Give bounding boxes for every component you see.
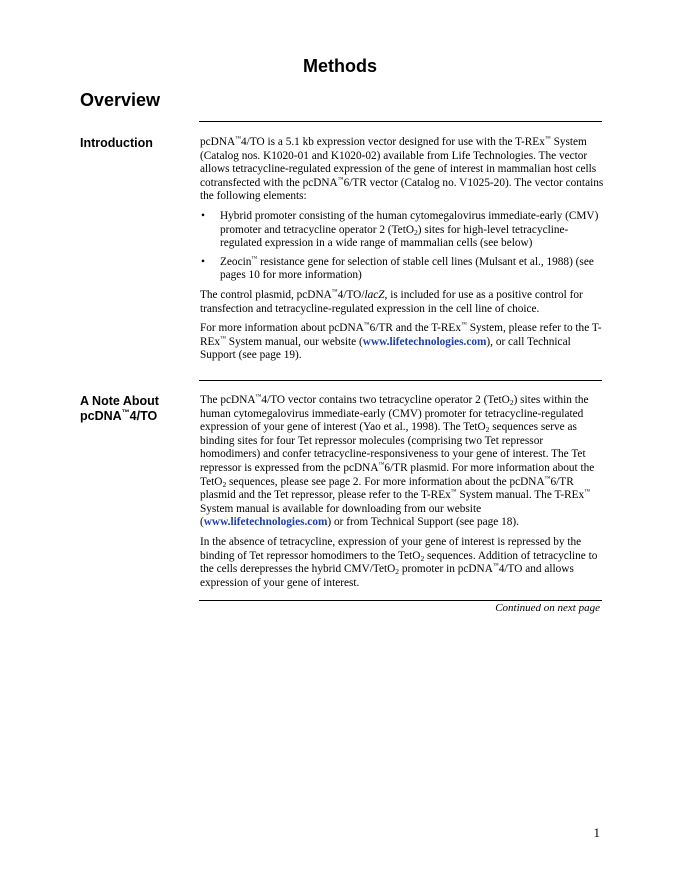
trademark-mark: ™ [584, 489, 591, 496]
elements-list [200, 210, 605, 283]
subscript: 2 [509, 398, 514, 407]
text-run: 6/TR vector (Catalog no. V1025-20). The vector contains the following elements: [200, 176, 604, 203]
text-run: The control plasmid, pcDNA [200, 288, 332, 301]
section-rule-middle [199, 380, 602, 381]
note-label [80, 394, 190, 424]
text-run: sequences, please see page 2. For more information about the pcDNA [226, 475, 545, 488]
text-run: ) or from Technical Support (see page 18). [327, 516, 520, 529]
introduction-paragraph-2 [200, 289, 605, 316]
trademark-mark: ™ [378, 461, 385, 468]
note-label-line-1: A Note About [80, 394, 159, 408]
list-item [200, 256, 605, 283]
text-run: 4/TO [129, 409, 158, 423]
trademark-mark: ™ [220, 335, 226, 342]
trademark-mark: ™ [460, 322, 467, 329]
subscript: 2 [420, 553, 425, 563]
trademark-mark: ™ [492, 563, 499, 570]
note-paragraph-1 [200, 394, 605, 530]
text-run: System manual is available for downloading from our website ( [200, 502, 482, 529]
trademark-mark: ™ [337, 176, 344, 183]
trademark-mark: ™ [544, 136, 551, 142]
trademark-mark: ™ [235, 136, 242, 142]
website-link[interactable]: www.lifetechnologies.com [362, 335, 487, 348]
page-number: 1 [593, 825, 600, 840]
continued-on-next-page: Continued on next page [495, 602, 600, 614]
text-run: 4/TO is a 5.1 kb expression vector designed for use with the T-REx [241, 136, 545, 148]
text-run: Hybrid promoter consisting of the human cytomegalovirus immediate-early (CMV) promoter and tetracycline operator 2 (TetO [220, 209, 599, 236]
subscript: 2 [485, 425, 490, 435]
trademark-mark: ™ [363, 322, 370, 329]
trademark-mark: ™ [450, 489, 457, 496]
subscript: 2 [395, 567, 400, 577]
text-run: 6/TR plasmid and the Tet repressor, please refer to the T-REx [200, 475, 574, 502]
list-item [200, 210, 605, 251]
text-run: sequences. Addition of tetracycline to the cells derepresses the hybrid CMV/TetO [200, 549, 598, 576]
section-title: Overview [80, 90, 161, 110]
text-run: pcDNA [80, 409, 122, 423]
trademark-mark: ™ [331, 288, 338, 295]
text-run: Zeocin [220, 255, 252, 268]
text-run: 4/TO and allows expression of your gene of interest. [200, 563, 574, 589]
text-run: 6/TR plasmid. For more information about the TetO [200, 461, 595, 488]
introduction-paragraph-3 [200, 322, 605, 363]
note-label-line-2 [80, 409, 190, 424]
subscript: 2 [414, 227, 418, 237]
text-run: 4/TO vector contains two tetracycline operator 2 (TetO [261, 394, 510, 406]
introduction-paragraph-1 [200, 136, 605, 204]
text-run: ) sites within the human cytomegalovirus immediate-early (CMV) promoter for tetracycline-regulated expression of your gene of interest (Yao et al., 1998). The TetO [200, 394, 589, 434]
trademark-mark: ™ [251, 255, 258, 262]
note-paragraph-2 [200, 536, 605, 590]
introduction-label: Introduction [80, 136, 153, 150]
introduction-body [200, 136, 605, 369]
text-run: 4/TO/ [337, 288, 365, 301]
trademark-mark: ™ [255, 394, 262, 400]
text-run: For more information about pcDNA [200, 322, 364, 335]
text-run: promoter in pcDNA [399, 563, 493, 576]
italic-text: lacZ [364, 288, 385, 301]
text-run: System manual, our website ( [225, 335, 363, 348]
text-run: resistance gene for selection of stable cell lines (Mulsant et al., 1988) (see pages 10 for more information) [220, 255, 594, 282]
text-run: , is included for use as a positive control for transfection and tetracycline-regulated expression in the cell line of choice. [200, 288, 583, 315]
note-body [200, 394, 605, 596]
text-run: pcDNA [200, 136, 236, 148]
text-run: sequences serve as binding sites for four Tet repressor molecules (comprising two Tet repressor homodimers) and confer tetracycline-responsiveness to your gene of interest. The Tet repressor is expressed from the pcDNA [200, 421, 586, 474]
trademark-mark: ™ [544, 475, 551, 482]
subscript: 2 [222, 479, 227, 489]
text-run: System, please refer to the T-REx [200, 322, 602, 348]
section-rule-top [199, 121, 602, 122]
text-run: 6/TR and the T-REx [369, 322, 461, 335]
text-run: ) sites for high-level tetracycline-regulated expression in a wide range of mammalian cells (see below) [220, 223, 569, 250]
trademark-mark: ™ [121, 408, 130, 417]
text-run: ), or call Technical Support (see page 19). [200, 335, 571, 362]
section-rule-bottom [199, 600, 602, 601]
website-link[interactable]: www.lifetechnologies.com [203, 516, 328, 529]
page-title: Methods [303, 56, 377, 76]
text-run: System manual. The T-REx [456, 489, 585, 502]
text-run: In the absence of tetracycline, expression of your gene of interest is repressed by the binding of Tet repressor homodimers to the TetO [200, 535, 582, 562]
text-run: System (Catalog nos. K1020-01 and K1020-02) available from Life Technologies. The vector allows tetracycline-regulated expression of the gene of interest in mammalian host cells cotransfected with the pcDNA [200, 136, 597, 189]
text-run: The pcDNA [200, 394, 256, 406]
